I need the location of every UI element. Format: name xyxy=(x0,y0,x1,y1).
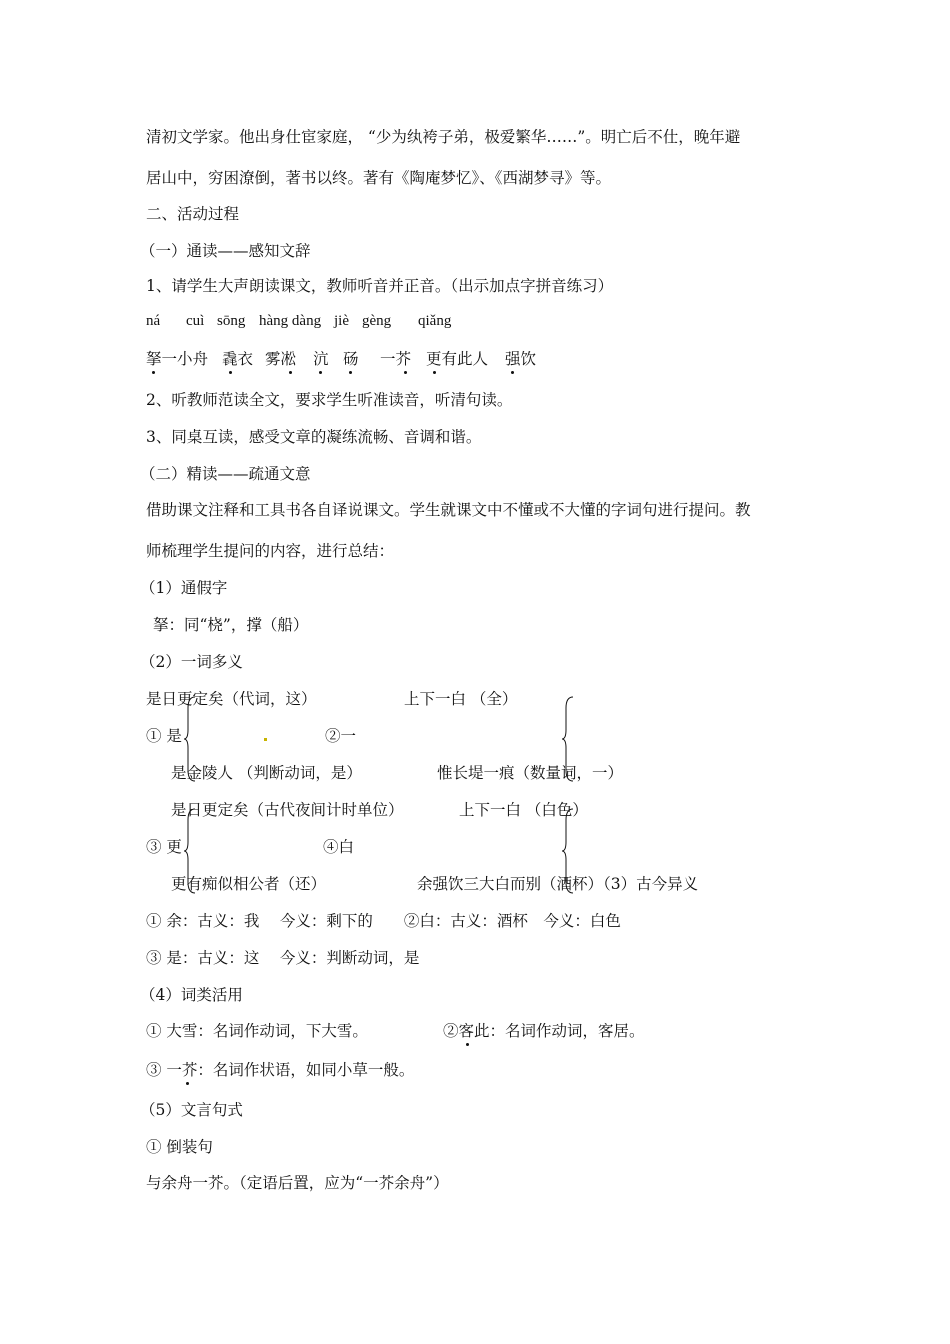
emphasis-dot xyxy=(466,1043,469,1046)
emphasis-dot xyxy=(433,371,436,374)
word-dang: 砀 xyxy=(343,350,359,368)
duoyi-geng-label: ③ 更 xyxy=(146,838,182,856)
duoyi-bai-label: ④白 xyxy=(323,838,355,856)
intro-line-2: 居山中，穷困潦倒，著书以终。著有《陶庵梦忆》、《西湖梦寻》等。 xyxy=(146,169,612,187)
duoyi-shi-2: 是金陵人 （判断动词，是） xyxy=(171,764,362,782)
jushi-item-2: 与余舟一芥。（定语后置，应为“一芥余舟”） xyxy=(146,1174,449,1192)
duoyi-yi-label: ②一 xyxy=(325,727,357,745)
part-1-step-2: 2、听教师范读全文，要求学生听准读音，听清句读。 xyxy=(146,391,513,409)
pinyin-song: sōng xyxy=(217,313,246,329)
word-na-yi-xiao-zhou: 拏一小舟 xyxy=(146,350,209,368)
emphasis-dot xyxy=(229,371,232,374)
word-wu-song: 雾凇 xyxy=(265,350,297,368)
duoyi-bai-2: 余强饮三大白而别（酒杯）（3）古今异义 xyxy=(417,875,699,893)
part-2-intro-1: 借助课文注释和工具书各自译说课文。学生就课文中不懂或不大懂的字词句进行提问。教 xyxy=(146,501,751,519)
pinyin-hangdang: hàng dàng xyxy=(259,313,322,329)
duoyi-geng-1: 是日更定矣（古代夜间计时单位） xyxy=(171,801,404,819)
pinyin-geng: gèng xyxy=(362,313,392,329)
duoyi-bai-1: 上下一白 （白色） xyxy=(459,801,588,819)
brace-left-2-icon xyxy=(561,696,575,782)
duoyi-geng-2: 更有痴似相公者（还） xyxy=(171,875,327,893)
duoyi-shi-1: 是日更定矣（代词，这） xyxy=(146,690,317,708)
emphasis-dot xyxy=(289,371,292,374)
pinyin-cui: cuì xyxy=(186,313,205,329)
cilei-item-2: ③ 一芥：名词作状语，如同小草一般。 xyxy=(146,1061,415,1079)
part-2-title: （二）精读——疏通文意 xyxy=(140,465,311,483)
emphasis-dot xyxy=(152,371,155,374)
duoyi-title: （2）一词多义 xyxy=(140,653,243,671)
brace-left-1-icon xyxy=(183,696,197,782)
cilei-item-1b: ②客此：名词作动词，客居。 xyxy=(443,1022,645,1040)
pinyin-na: ná xyxy=(146,313,161,329)
brace-left-3-icon xyxy=(183,808,197,894)
emphasis-dot xyxy=(186,1082,189,1085)
gujin-item-1: ① 余：古义：我 今义：剩下的 ②白：古义：酒杯 今义：白色 xyxy=(146,912,621,930)
brace-left-4-icon xyxy=(561,808,575,894)
emphasis-dot xyxy=(319,371,322,374)
part-2-intro-2: 师梳理学生提问的内容，进行总结： xyxy=(146,542,395,560)
yellow-mark xyxy=(264,738,267,741)
pinyin-jie: jiè xyxy=(334,313,349,329)
duoyi-yi-2: 惟长堤一痕（数量词，一） xyxy=(437,764,624,782)
emphasis-dot xyxy=(349,371,352,374)
jushi-title: （5）文言句式 xyxy=(140,1101,243,1119)
tongjia-title: （1）通假字 xyxy=(140,579,228,597)
word-qiang-yin: 强饮 xyxy=(505,350,537,368)
word-hang: 沆 xyxy=(313,350,329,368)
duoyi-shi-label: ① 是 xyxy=(146,727,182,745)
word-cui-yi: 毳衣 xyxy=(222,350,254,368)
word-geng-you-ci-ren: 更有此人 xyxy=(426,350,489,368)
part-1-step-1: 1、请学生大声朗读课文，教师听音并正音。（出示加点字拼音练习） xyxy=(146,277,614,295)
tongjia-item-1: 拏：同“桡”，撑（船） xyxy=(153,616,309,634)
jushi-item-1: ① 倒装句 xyxy=(146,1138,213,1156)
section-2-title: 二、活动过程 xyxy=(146,205,240,223)
pinyin-qiang: qiǎng xyxy=(418,313,452,329)
part-1-step-3: 3、同桌互读，感受文章的凝练流畅、音调和谐。 xyxy=(146,428,482,446)
cilei-title: （4）词类活用 xyxy=(140,986,243,1004)
cilei-item-1a: ① 大雪：名词作动词，下大雪。 xyxy=(146,1022,368,1040)
part-1-title: （一）通读——感知文辞 xyxy=(140,242,311,260)
duoyi-yi-1: 上下一白 （全） xyxy=(404,690,518,708)
emphasis-dot xyxy=(511,371,514,374)
gujin-item-2: ③ 是：古义：这 今义：判断动词，是 xyxy=(146,949,420,967)
word-yi-jie: 一芥 xyxy=(380,350,412,368)
emphasis-dot xyxy=(404,371,407,374)
intro-line-1: 清初文学家。他出身仕宦家庭， “少为纨袴子弟，极爱繁华……”。明亡后不仕，晚年避 xyxy=(146,128,741,146)
